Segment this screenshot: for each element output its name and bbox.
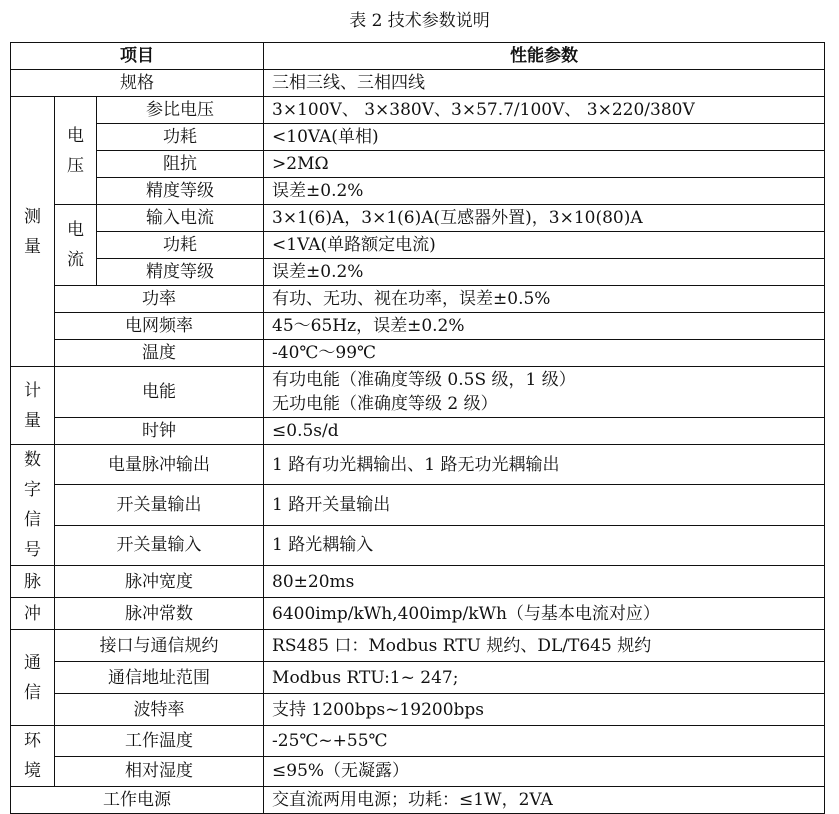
row-value: 80±20ms [264, 566, 825, 598]
row-value: 1 路光耦输入 [264, 525, 825, 565]
table-row [11, 694, 825, 726]
subgroup-voltage: 电 压 [55, 97, 97, 205]
table-row [11, 205, 825, 232]
spec-table [10, 42, 825, 814]
row-label: 脉冲宽度 [55, 566, 264, 598]
row-value: 误差±0.2% [264, 178, 825, 205]
header-item: 项目 [11, 43, 264, 70]
row-label: 电量脉冲输出 [55, 445, 264, 485]
table-caption: 表 2 技术参数说明 [349, 11, 490, 31]
row-label: 时钟 [55, 418, 264, 445]
row-label: 开关量输入 [55, 525, 264, 565]
group-digital: 数 字 信 号 [11, 445, 55, 566]
header-value: 性能参数 [264, 43, 825, 70]
row-value: 误差±0.2% [264, 259, 825, 286]
group-metering: 计 量 [11, 367, 55, 445]
row-value: 有功、无功、视在功率，误差±0.5% [264, 286, 825, 313]
row-value: 3×1(6)A，3×1(6)A(互感器外置)，3×10(80)A [264, 205, 825, 232]
row-label: 脉冲常数 [55, 598, 264, 630]
row-value: -25℃~+55℃ [264, 726, 825, 757]
row-value: 45～65Hz，误差±0.2% [264, 313, 825, 340]
table-row [11, 340, 825, 367]
table-row [11, 525, 825, 565]
row-value: 3×100V、 3×380V、3×57.7/100V、 3×220/380V [264, 97, 825, 124]
row-label: 功耗 [97, 124, 264, 151]
row-label: 功率 [55, 286, 264, 313]
row-label: 相对湿度 [55, 756, 264, 787]
table-row [11, 286, 825, 313]
row-label: 参比电压 [97, 97, 264, 124]
table-row [11, 313, 825, 340]
table-row [11, 598, 825, 630]
row-label: 接口与通信规约 [55, 630, 264, 662]
group-pulse-2: 冲 [11, 598, 55, 630]
table-row [11, 97, 825, 124]
row-label: 输入电流 [97, 205, 264, 232]
table-row [11, 726, 825, 757]
row-value: 支持 1200bps~19200bps [264, 694, 825, 726]
row-value: 交直流两用电源；功耗：≤1W，2VA [264, 787, 825, 814]
table-row [11, 662, 825, 694]
row-label: 阻抗 [97, 151, 264, 178]
row-label: 开关量输出 [55, 485, 264, 525]
table-row [11, 630, 825, 662]
group-measure: 测 量 [11, 97, 55, 367]
row-label: 规格 [11, 70, 264, 97]
row-value: >2MΩ [264, 151, 825, 178]
row-value: 1 路有功光耦输出、1 路无功光耦输出 [264, 445, 825, 485]
row-label: 电能 [55, 367, 264, 418]
group-pulse-1: 脉 [11, 566, 55, 598]
row-value: ≤95%（无凝露） [264, 756, 825, 787]
row-label: 波特率 [55, 694, 264, 726]
row-value: RS485 口：Modbus RTU 规约、DL/T645 规约 [264, 630, 825, 662]
row-value: <1VA(单路额定电流) [264, 232, 825, 259]
table-row [11, 566, 825, 598]
row-value: 6400imp/kWh,400imp/kWh（与基本电流对应） [264, 598, 825, 630]
table-row [11, 787, 825, 814]
row-value: Modbus RTU:1~ 247; [264, 662, 825, 694]
row-value: ≤0.5s/d [264, 418, 825, 445]
table-row [11, 445, 825, 485]
table-row [11, 232, 825, 259]
row-label: 精度等级 [97, 259, 264, 286]
row-label: 电网频率 [55, 313, 264, 340]
group-env: 环 境 [11, 726, 55, 787]
row-label: 工作温度 [55, 726, 264, 757]
row-value: <10VA(单相) [264, 124, 825, 151]
row-value: 三相三线、三相四线 [264, 70, 825, 97]
table-row [11, 367, 825, 418]
table-header-row [11, 43, 825, 70]
table-row [11, 178, 825, 205]
table-row [11, 70, 825, 97]
row-label: 工作电源 [11, 787, 264, 814]
row-label: 精度等级 [97, 178, 264, 205]
row-value: 有功电能（准确度等级 0.5S 级，1 级） 无功电能（准确度等级 2 级） [264, 367, 825, 418]
row-label: 功耗 [97, 232, 264, 259]
table-row [11, 418, 825, 445]
row-label: 温度 [55, 340, 264, 367]
table-row [11, 259, 825, 286]
table-row [11, 485, 825, 525]
table-row [11, 756, 825, 787]
table-row [11, 151, 825, 178]
table-row [11, 124, 825, 151]
row-value: 1 路开关量输出 [264, 485, 825, 525]
subgroup-current: 电 流 [55, 205, 97, 286]
group-comm: 通 信 [11, 630, 55, 726]
row-label: 通信地址范围 [55, 662, 264, 694]
row-value: -40℃～99℃ [264, 340, 825, 367]
